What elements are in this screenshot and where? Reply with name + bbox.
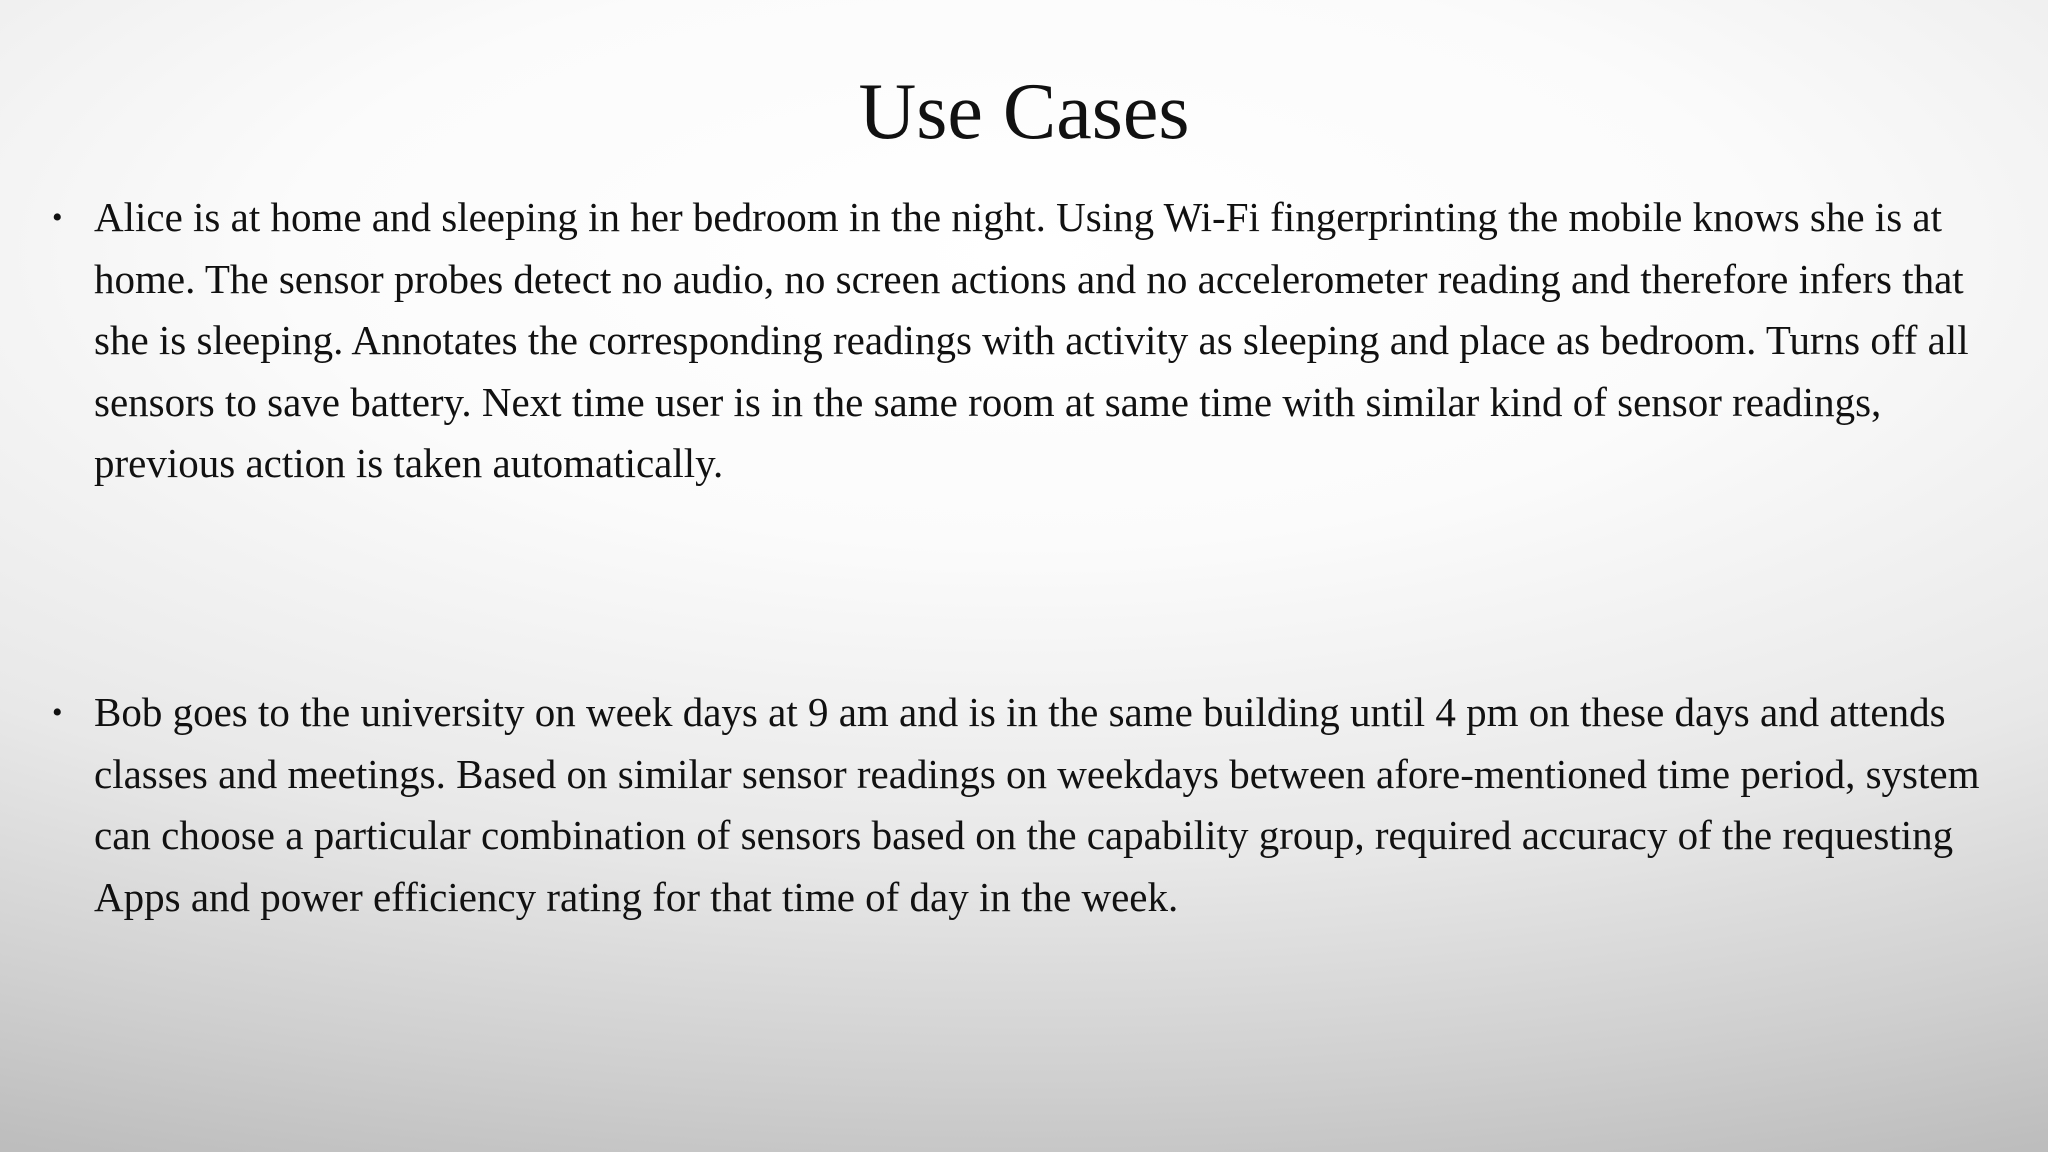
slide-title: Use Cases <box>858 68 1190 156</box>
bullet-marker: • <box>52 696 63 729</box>
bullet-text-bob: Bob goes to the university on week days at 9 am and is in the same building until 4 pm on these days and attends classes and meetings. Based on similar sensor readings on weekdays between afore-mentioned time period, system can choose a particular combination of sensors based on the capability group, required accuracy of the requesting Apps and power efficiency rating for that time of day in the week. <box>94 689 1980 920</box>
bullet-item-alice <box>52 187 2000 495</box>
bullet-text-alice: Alice is at home and sleeping in her bedroom in the night. Using Wi-Fi fingerprinting the mobile knows she is at home. The sensor probes detect no audio, no screen actions and no accelerometer reading and therefore infers that she is sleeping. Annotates the corresponding readings with activity as sleeping and place as bedroom. Turns off all sensors to save battery. Next time user is in the same room at same time with similar kind of sensor readings, previous action is taken automatically. <box>94 194 1969 486</box>
bullet-item-bob <box>52 682 2000 928</box>
bullet-marker: • <box>52 201 63 234</box>
